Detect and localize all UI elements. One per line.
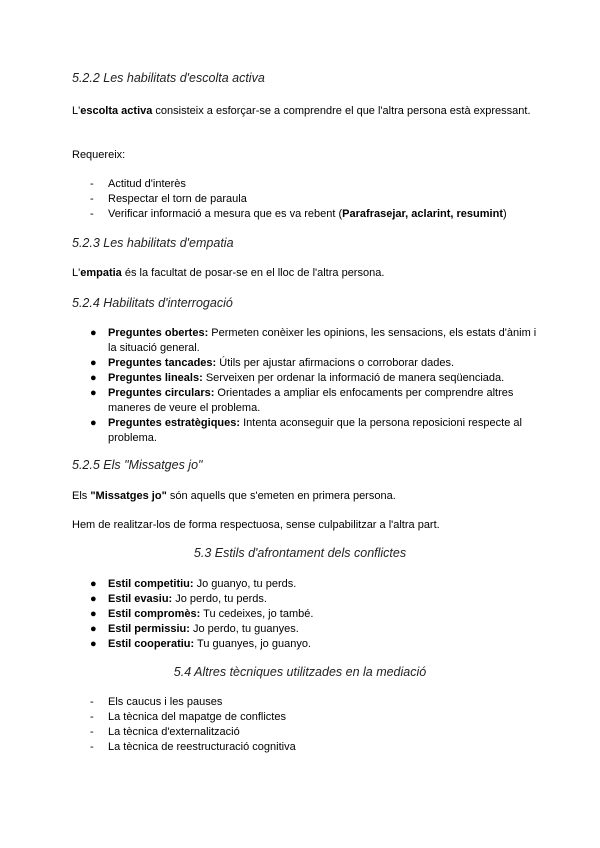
list-item: ● Estil cooperatiu: Tu guanyes, jo guanyo. xyxy=(90,638,311,650)
list-estils xyxy=(0,577,538,652)
list-requereix xyxy=(0,177,507,222)
list-item: ● Preguntes tancades: Útils per ajustar afirmacions o corroborar dades. xyxy=(90,357,455,369)
heading-missatges-jo: 5.2.5 Els "Missatges jo" xyxy=(72,458,203,472)
list-item: - La tècnica d'externalització xyxy=(90,726,240,738)
list-item: ● Preguntes obertes: Permeten conèixer les opinions, les sensacions, els estats d'ànim i la situació general. xyxy=(90,327,537,354)
paragraph-escolta-activa: L'escolta activa consisteix a esforçar-se a comprendre el que l'altra persona està expressant. xyxy=(72,105,531,117)
paragraph-missatges-jo: Els "Missatges jo" són aquells que s'emeten en primera persona. xyxy=(72,490,396,502)
heading-interrogacio: 5.2.4 Habilitats d'interrogació xyxy=(72,296,233,310)
paragraph-respectuosa: Hem de realitzar-los de forma respectuosa, sense culpabilitzar a l'altra part. xyxy=(72,519,440,531)
list-tecniques xyxy=(0,695,296,755)
list-item: ● Estil permissiu: Jo perdo, tu guanyes. xyxy=(90,623,299,635)
list-preguntes xyxy=(0,326,538,446)
list-item: ● Preguntes circulars: Orientades a ampliar els enfocaments per comprendre altres maneres de veure el problema. xyxy=(90,387,514,414)
list-item: - La tècnica de reestructuració cognitiva xyxy=(90,741,296,753)
paragraph-requereix: Requereix: xyxy=(72,149,126,161)
heading-escolta-activa: 5.2.2 Les habilitats d'escolta activa xyxy=(72,71,265,85)
paragraph-empatia: L'empatia és la facultat de posar-se en el lloc de l'altra persona. xyxy=(72,267,385,279)
heading-empatia: 5.2.3 Les habilitats d'empatia xyxy=(72,236,234,250)
list-item: - Verificar informació a mesura que es va rebent (Parafrasejar, aclarint, resumint) xyxy=(90,208,507,220)
list-item: ● Estil compromès: Tu cedeixes, jo també. xyxy=(90,608,314,620)
list-item: ● Preguntes lineals: Serveixen per ordenar la informació de manera seqüenciada. xyxy=(90,372,505,384)
heading-altres-tecniques: 5.4 Altres tècniques utilitzades en la mediació xyxy=(173,665,427,679)
list-item: ● Estil evasiu: Jo perdo, tu perds. xyxy=(90,593,267,605)
list-item: ● Preguntes estratègiques: Intenta aconseguir que la persona reposicioni respecte al problema. xyxy=(90,417,522,444)
list-item: - La tècnica del mapatge de conflictes xyxy=(90,711,286,723)
list-item: ● Estil competitiu: Jo guanyo, tu perds. xyxy=(90,578,297,590)
list-item: - Actitud d'interès xyxy=(90,178,186,190)
list-item: - Respectar el torn de paraula xyxy=(90,193,247,205)
heading-estils-afrontament: 5.3 Estils d'afrontament dels conflictes xyxy=(193,546,407,560)
list-item: - Els caucus i les pauses xyxy=(90,696,223,708)
